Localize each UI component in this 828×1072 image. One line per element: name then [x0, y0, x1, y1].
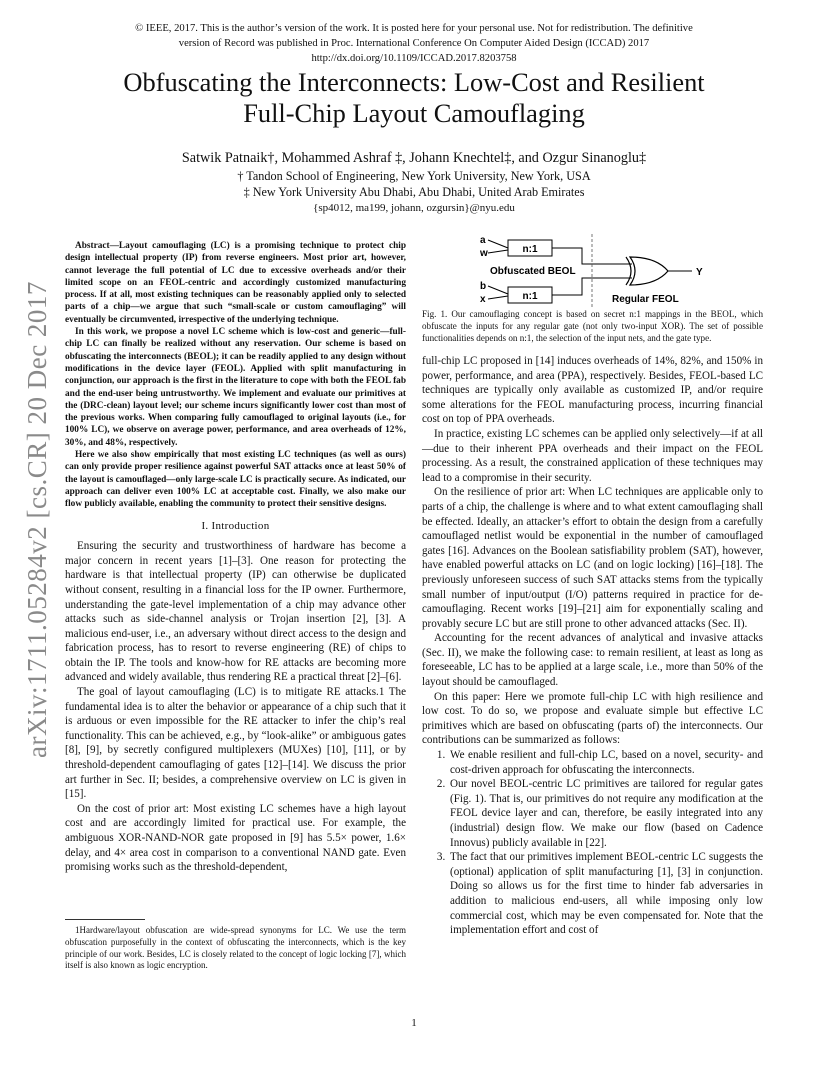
footnote [65, 925, 406, 972]
page-number: 1 [411, 1017, 417, 1029]
body-paragraph: In practice, existing LC schemes can be applied only selectively—if at all—due to their inherent PPA overheads and their impact on the FEOL processing. As a result, the constrained application of these techniques may lead to a compromise in their security. [422, 427, 763, 484]
affiliation-nyu: † Tandon School of Engineering, New York University, New York, USA [237, 169, 591, 183]
xor-input-arc [626, 257, 631, 285]
figure-caption: Fig. 1. Our camouflaging concept is based on secret n:1 mappings in the BEOL, which obfuscate the inputs for any regular gate (not only two-input XOR). The set of possible functionalities depends on n:1, the selection of the input nets, and the gate type. [422, 309, 763, 343]
body-paragraph: On this paper: Here we promote full-chip LC with high resilience and low cost. To do so, we propose and evaluate simple but effective LC primitives which are based on obfuscating (parts of) the interconnects. Our contributions can be summarized as follows: [422, 690, 763, 747]
doi-link[interactable]: http://dx.doi.org/10.1109/ICCAD.2017.8203758 [311, 52, 517, 64]
author-emails: {sp4012, ma199, johann, ozgursin}@nyu.edu [313, 202, 515, 214]
beol-label: Obfuscated BEOL [490, 266, 576, 277]
list-item: 2. Our novel BEOL-centric LC primitives are tailored for regular gates (Fig. 1). That is, our primitives do not require any modification at the FEOL device layer and can, therefore, be easily integrated into any (industrial) design flow. We make our flow (based on Cadence Innovus) publicly available in [22]. [448, 777, 763, 850]
input-label-b: b [480, 281, 487, 292]
figure-1-diagram [470, 232, 720, 307]
section-heading: I. Introduction [201, 519, 270, 532]
contributions-list [422, 748, 763, 938]
abstract-paragraph: Abstract—Layout camouflaging (LC) is a promising technique to protect chip design intellectual property (IP) from reverse engineers. Most prior art, however, cannot leverage the full potential of LC due to excessive overheads and/or their limited scope on an FEOL-centric and accordingly customized manufacturing process. If at all, most existing techniques can be reasonably applied only to selected parts of a chip—we argue that such “small-scale or custom camouflaging” will eventually be circumvented, irrespective of the underlying technique. [65, 241, 406, 325]
affiliation-nyuad: ‡ New York University Abu Dhabi, Abu Dhabi, United Arab Emirates [243, 185, 585, 199]
input-label-w: w [480, 248, 488, 259]
left-column [65, 240, 406, 875]
body-paragraph: Ensuring the security and trustworthiness of hardware has become a major concern in recent years [1]–[3]. One reason for protecting the hardware is that intellectual property (IP) can otherwise be duplicated without consent, resulting in a financial loss for the IP owner. Furthermore, understanding the gate-level implementation of a chip may advance other attacks such as side-channel analysis or Trojan insertion [2], [3]. A malicious end-user, i.e., an adversary without direct access to the design and fabrication process, has to resort to reverse engineering (RE) of chips to obtain the IP. The tools and know-how for RE attacks are becoming more advanced and widely available, thus rendering RE a practical threat [2]–[6]. [65, 540, 406, 684]
copyright-notice [60, 22, 768, 66]
footnote-rule [65, 919, 145, 920]
abstract-paragraph: Here we also show empirically that most existing LC techniques (as well as ours) can only provide proper resilience against powerful SAT attacks once at least 50% of the layout is camouflaged—only large-scale LC is practically secure. As indicated, our approach can deliver even 100% LC at acceptable cost. Finally, we also make our flow publicly available, enabling the community to protect their sensitive designs. [65, 450, 406, 510]
right-column [422, 308, 763, 938]
body-paragraph: On the cost of prior art: Most existing LC schemes have a high layout cost and are accordingly limited for practical use. For example, the ambiguous XOR-NAND-NOR gate proposed in [9] has 5.5× power, 1.6× delay, and 4× area cost in comparison to a conventional NAND gate. Even promising works such as the threshold-dependent, [65, 802, 406, 874]
xor-gate [630, 257, 668, 285]
feol-label: Regular FEOL [612, 294, 679, 305]
input-label-x: x [480, 294, 486, 305]
affiliations [40, 168, 788, 216]
body-paragraph: The goal of layout camouflaging (LC) is to mitigate RE attacks.1 The fundamental idea is to alter the behavior or appearance of a chip such that it is arduous or even impossible for the RE attacker to infer the chip’s real functionality. This can be achieved, e.g., by “look-alike” or ambiguous gates [8], [9], by secretly configured multiplexers (MUXes) [10], [11], or by threshold-dependent camouflaging of gates [12]–[14]. We discuss the prior art further in Sec. II; besides, a comprehensive overview on LC is given in [15]. [65, 686, 406, 801]
title-line: Full-Chip Layout Camouflaging [243, 98, 585, 128]
notice-line: © IEEE, 2017. This is the author’s version of the work. It is posted here for your personal use. Not for redistribution. The definitive [135, 23, 693, 34]
body-paragraph: Accounting for the recent advances of analytical and invasive attacks (Sec. II), we make the following case: to remain resilient, at least as long as foreseeable, LC has to be applied at a large scale, i.e., more than 50% of the layout should be camouflaged. [422, 632, 763, 689]
mux-label-bottom: n:1 [522, 291, 538, 302]
list-item: 1. We enable resilient and full-chip LC, based on a novel, security- and cost-driven approach for obfuscating the interconnects. [448, 748, 763, 777]
author-list: Satwik Patnaik†, Mohammed Ashraf ‡, Johann Knechtel‡, and Ozgur Sinanoglu‡ [181, 150, 647, 166]
body-paragraph: full-chip LC proposed in [14] induces overheads of 14%, 82%, and 150% in power, performance, and area (PPA), respectively. Besides, FEOL-based LC techniques are typically only available as customized IP, and/or require some alterations for the FEOL manufacturing process, incurring financial cost on top of PPA overheads. [422, 355, 763, 426]
abstract-paragraph: In this work, we propose a novel LC scheme which is low-cost and generic—full-chip LC can finally be realized without any reservation. Our scheme is based on obfuscating the interconnects (BEOL); it can be readily applied to any design without modifications in the device layer (FEOL). Applied with split manufacturing in conjunction, our approach is the first in the literature to cope with both the FEOL fab and the end-user being untrustworthy. We implement and evaluate our primitives at the (DRC-clean) layout level; our scheme incurs significantly lower cost than most of the previous works. When comparing fully camouflaged to original layouts (i.e., for 100% LC), we observe on average power, performance, and area overheads of 12%, 30%, and 48%, respectively. [65, 327, 406, 448]
notice-line: version of Record was published in Proc. International Conference On Computer Aided Design (ICCAD) 2017 [178, 37, 650, 49]
footnote-text: 1Hardware/layout obfuscation are wide-spread synonyms for LC. We use the term obfuscation purposefully in the context of obfuscating the interconnects, which is the key principle of our work. Besides, LC is closely related to the concept of logic locking [7], which itself is also known as logic encryption. [65, 925, 406, 971]
mux-label-top: n:1 [522, 244, 538, 255]
title-line: Obfuscating the Interconnects: Low-Cost and Resilient [123, 67, 705, 97]
list-item: 3. The fact that our primitives implement BEOL-centric LC suggests the (optional) application of split manufacturing [1], [3] in conjunction. Doing so allows us for the first time to hinder fab adversaries in addition to malicious end-users, all while imposing only low commercial cost, which may be even compensated for. Note that the implementation effort and cost of [448, 850, 763, 938]
paper-title [40, 67, 788, 129]
body-paragraph: On the resilience of prior art: When LC techniques are applicable only to parts of a chip, the challenge is where and to what extent camouflaging shall be effected. Ideally, an attacker’s effort to obtain the design from a carefully camouflaged netlist would be exponential in the number of camouflaged gates [16]. Advances on the Boolean satisfiability problem (SAT), however, have enabled powerful attacks on LC (and on logic locking) [16]–[18]. The previously unforeseen success of such SAT attacks stems from the typically small number of input/output (I/O) patterns required in practice for de-camouflaging. Recent works [19]–[21] aim for exponentially scaling and provably secure LC but are still prone to other advanced attacks (Sec. II). [422, 486, 763, 630]
input-label-a: a [480, 235, 486, 246]
abstract [65, 240, 406, 511]
output-label-y: Y [696, 267, 703, 278]
arxiv-stamp: arXiv:1711.05284v2 [cs.CR] 20 Dec 2017 [22, 281, 52, 758]
